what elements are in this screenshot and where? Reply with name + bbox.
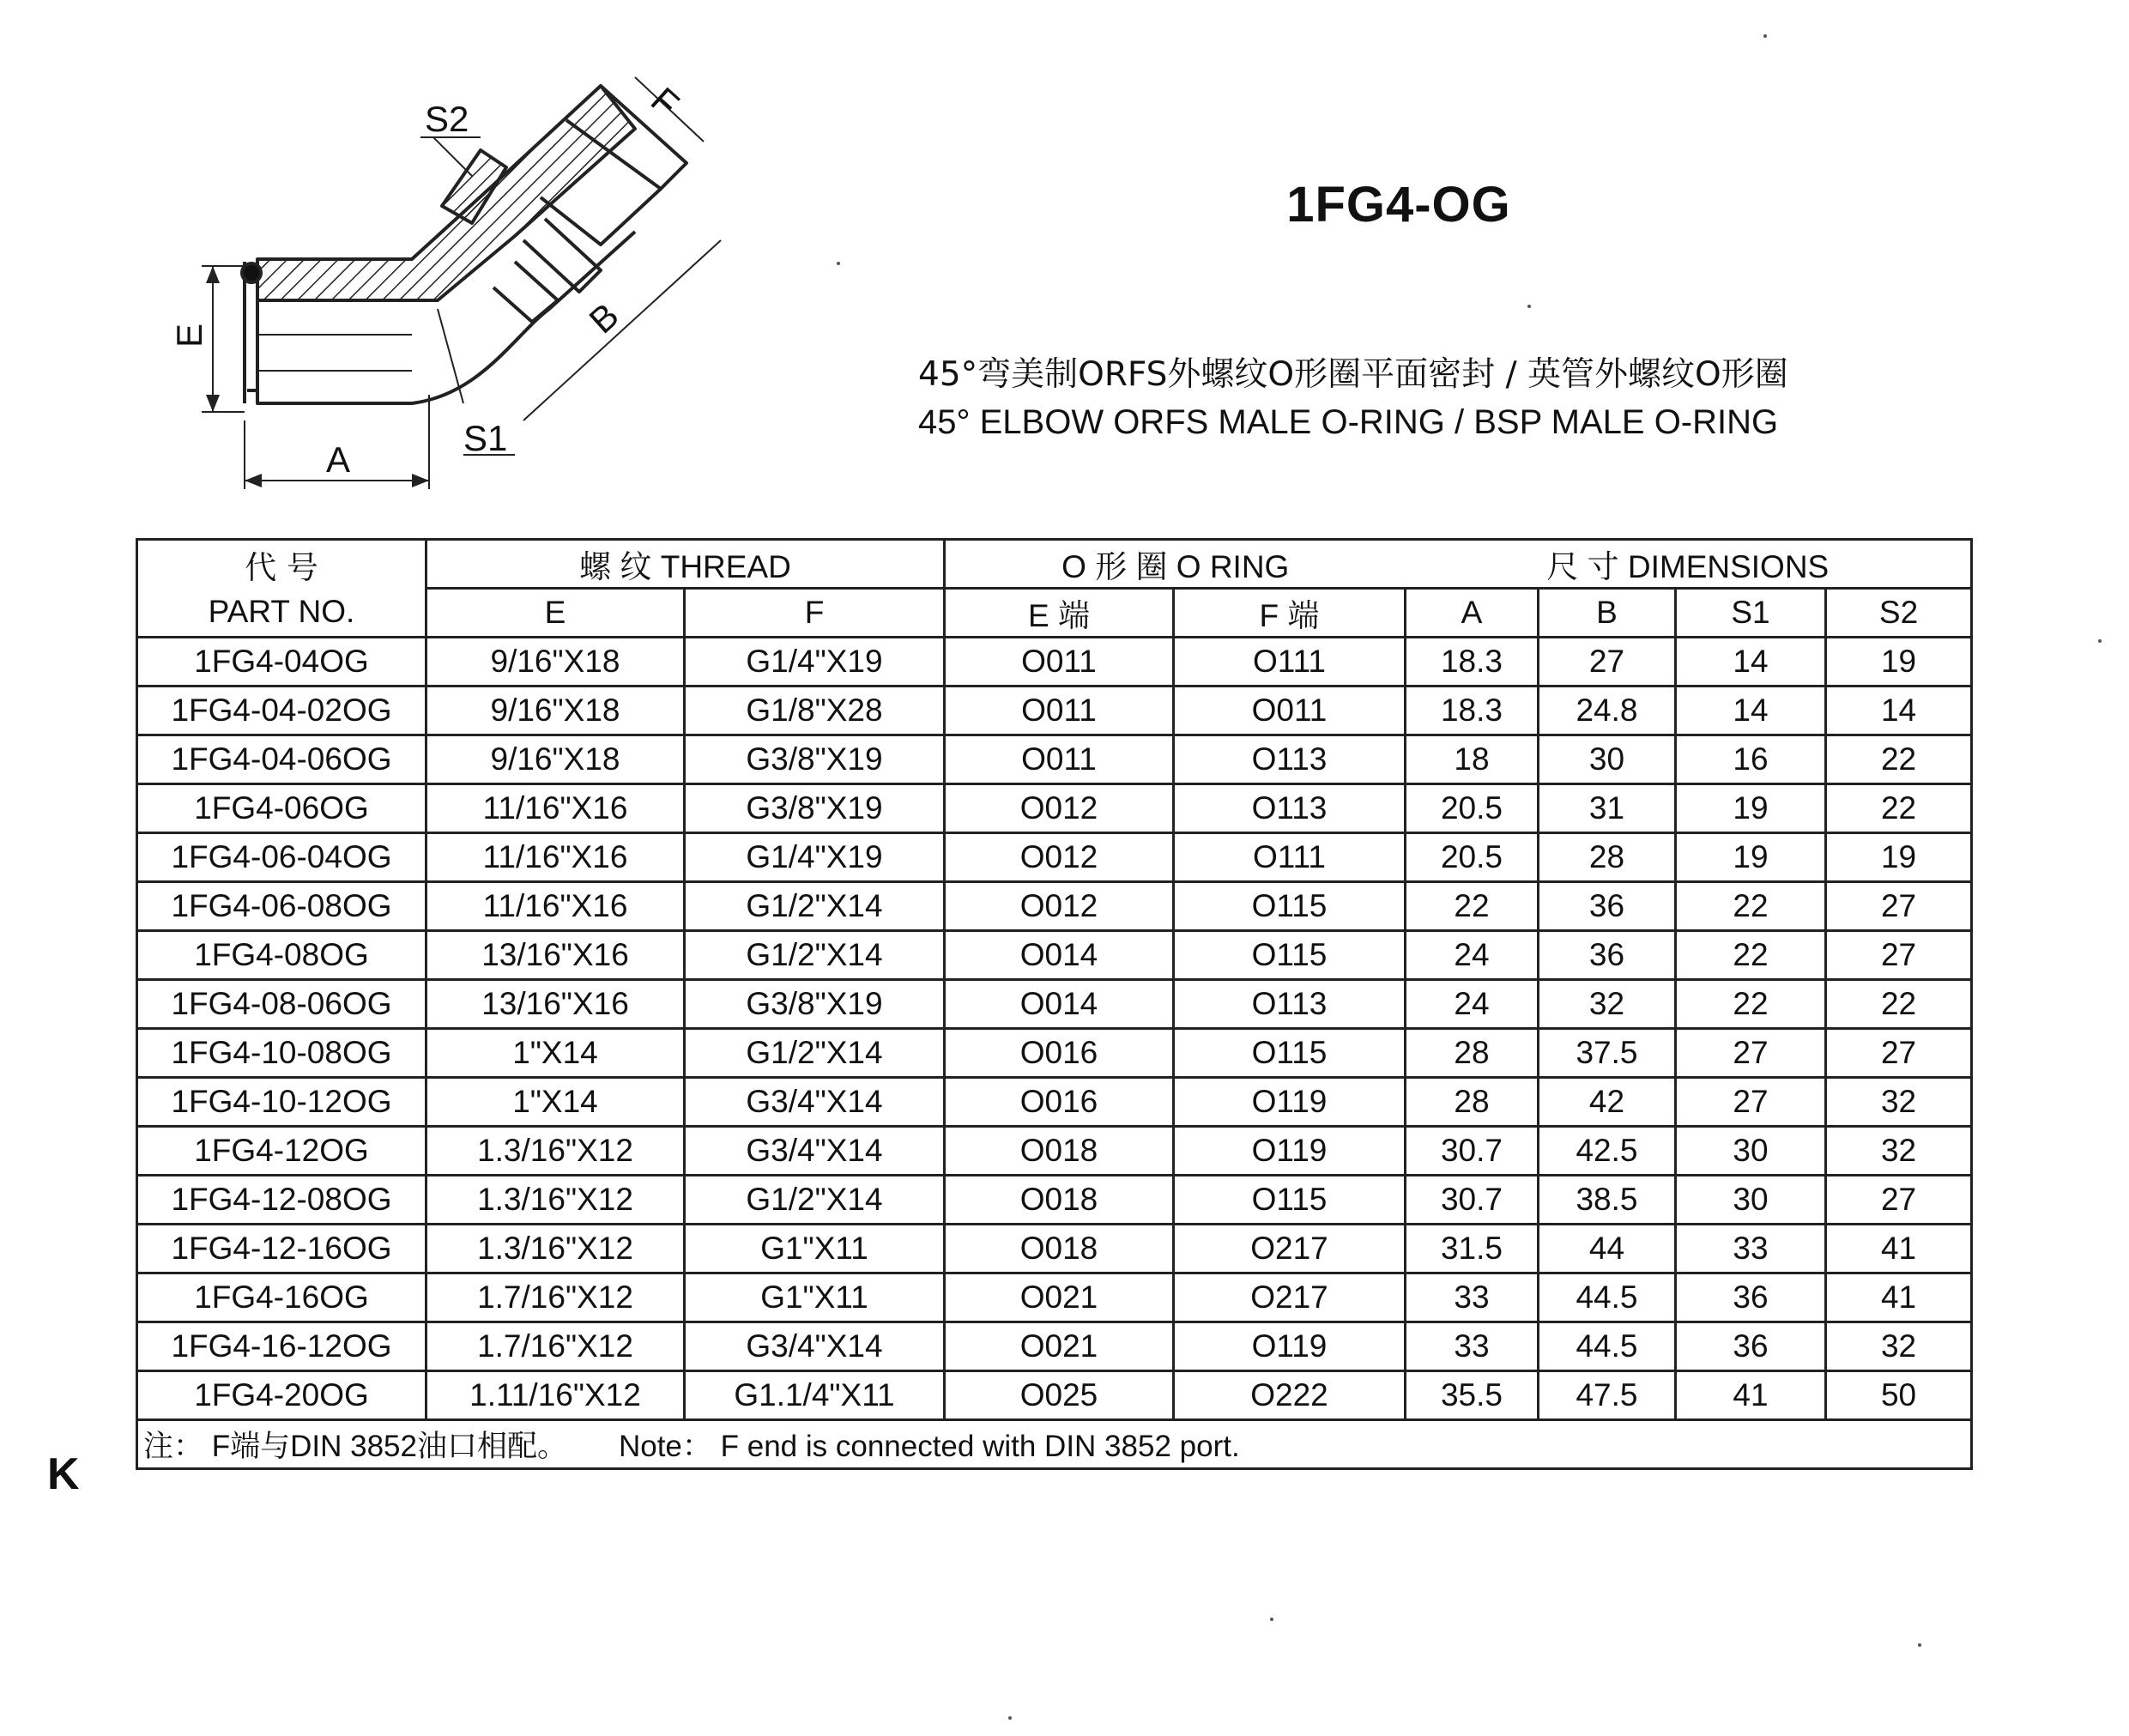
cell-thread-f: G1/2"X14 (685, 882, 945, 931)
cell-part-no: 1FG4-12-16OG (137, 1225, 426, 1273)
table-row (137, 1029, 1972, 1078)
cell-thread-f: G1.1/4"X11 (685, 1371, 945, 1420)
cell-oring-e: O011 (945, 735, 1174, 784)
cell-dim-b: 28 (1539, 833, 1676, 882)
cell-dim-s1: 30 (1676, 1176, 1826, 1225)
cell-dim-b: 42.5 (1539, 1127, 1676, 1176)
subtitle-chinese: 45°弯美制ORFS外螺纹O形圈平面密封 / 英管外螺纹O形圈 (918, 355, 1788, 394)
cell-dim-s2: 41 (1826, 1225, 1972, 1273)
col-oring-f: F 端 (1174, 589, 1406, 638)
table-row (137, 980, 1972, 1029)
cell-dim-s1: 36 (1676, 1322, 1826, 1371)
cell-dim-b: 32 (1539, 980, 1676, 1029)
cell-oring-f: O119 (1174, 1078, 1406, 1127)
cell-dim-s2: 22 (1826, 980, 1972, 1029)
cell-dim-a: 24 (1406, 931, 1539, 980)
cell-oring-f: O119 (1174, 1322, 1406, 1371)
cell-dim-a: 24 (1406, 980, 1539, 1029)
label-a: A (326, 439, 351, 480)
col-thread-f: F (685, 589, 945, 638)
cell-dim-s2: 27 (1826, 1176, 1972, 1225)
fitting-drawing (154, 51, 772, 498)
cell-oring-f: O113 (1174, 980, 1406, 1029)
cell-thread-f: G3/8"X19 (685, 784, 945, 833)
cell-oring-e: O018 (945, 1225, 1174, 1273)
note-cell (137, 1420, 1972, 1469)
cell-dim-s1: 22 (1676, 882, 1826, 931)
cell-thread-e: 1"X14 (426, 1078, 685, 1127)
cell-dim-a: 18.3 (1406, 638, 1539, 687)
cell-thread-e: 1.3/16"X12 (426, 1176, 685, 1225)
cell-part-no: 1FG4-08OG (137, 931, 426, 980)
cell-dim-a: 33 (1406, 1273, 1539, 1322)
cell-oring-f: O119 (1174, 1127, 1406, 1176)
cell-part-no: 1FG4-12OG (137, 1127, 426, 1176)
cell-dim-s2: 41 (1826, 1273, 1972, 1322)
cell-thread-e: 1.11/16"X12 (426, 1371, 685, 1420)
label-s2: S2 (425, 99, 469, 139)
cell-oring-f: O222 (1174, 1371, 1406, 1420)
cell-part-no: 1FG4-16-12OG (137, 1322, 426, 1371)
cell-oring-f: O115 (1174, 1176, 1406, 1225)
cell-dim-b: 38.5 (1539, 1176, 1676, 1225)
cell-dim-s1: 19 (1676, 833, 1826, 882)
cell-part-no: 1FG4-06-04OG (137, 833, 426, 882)
cell-thread-f: G3/4"X14 (685, 1127, 945, 1176)
cell-oring-e: O018 (945, 1127, 1174, 1176)
scan-speck (1763, 34, 1767, 38)
col-dim-s2: S2 (1826, 589, 1972, 638)
cell-dim-b: 36 (1539, 931, 1676, 980)
cell-part-no: 1FG4-06OG (137, 784, 426, 833)
cell-thread-f: G1"X11 (685, 1225, 945, 1273)
cell-dim-s1: 27 (1676, 1078, 1826, 1127)
cell-oring-f: O217 (1174, 1225, 1406, 1273)
cell-thread-f: G1/2"X14 (685, 1029, 945, 1078)
table-row (137, 1371, 1972, 1420)
cell-dim-b: 30 (1539, 735, 1676, 784)
cell-dim-b: 31 (1539, 784, 1676, 833)
cell-dim-b: 36 (1539, 882, 1676, 931)
table-row (137, 735, 1972, 784)
cell-thread-f: G3/8"X19 (685, 980, 945, 1029)
spec-table (136, 538, 1973, 1470)
cell-dim-s2: 27 (1826, 931, 1972, 980)
cell-part-no: 1FG4-04OG (137, 638, 426, 687)
cell-dim-s1: 27 (1676, 1029, 1826, 1078)
cell-part-no: 1FG4-12-08OG (137, 1176, 426, 1225)
cell-dim-a: 30.7 (1406, 1176, 1539, 1225)
cell-oring-e: O014 (945, 931, 1174, 980)
table-row (137, 1225, 1972, 1273)
cell-dim-a: 18 (1406, 735, 1539, 784)
cell-thread-f: G1/2"X14 (685, 1176, 945, 1225)
cell-thread-e: 9/16"X18 (426, 687, 685, 735)
cell-oring-f: O217 (1174, 1273, 1406, 1322)
label-s1: S1 (463, 418, 508, 458)
cell-part-no: 1FG4-10-12OG (137, 1078, 426, 1127)
col-dim-a: A (1406, 589, 1539, 638)
cell-thread-e: 11/16"X16 (426, 833, 685, 882)
cell-thread-e: 1.3/16"X12 (426, 1127, 685, 1176)
cell-oring-e: O014 (945, 980, 1174, 1029)
header-part-cn: 代 号 (137, 540, 426, 589)
cell-dim-s1: 41 (1676, 1371, 1826, 1420)
cell-dim-b: 37.5 (1539, 1029, 1676, 1078)
cell-oring-e: O021 (945, 1322, 1174, 1371)
table-row (137, 687, 1972, 735)
subtitle-english: 45° ELBOW ORFS MALE O-RING / BSP MALE O-RING (918, 403, 1779, 441)
scan-speck (1527, 305, 1531, 308)
cell-thread-e: 9/16"X18 (426, 735, 685, 784)
cell-thread-f: G1/4"X19 (685, 833, 945, 882)
cell-dim-s1: 33 (1676, 1225, 1826, 1273)
cell-dim-b: 47.5 (1539, 1371, 1676, 1420)
cell-thread-f: G3/8"X19 (685, 735, 945, 784)
cell-thread-e: 11/16"X16 (426, 784, 685, 833)
cell-part-no: 1FG4-20OG (137, 1371, 426, 1420)
cell-dim-s1: 14 (1676, 687, 1826, 735)
table-row (137, 931, 1972, 980)
table-row (137, 1127, 1972, 1176)
header-thread: 螺 纹 THREAD (426, 540, 945, 589)
label-b: B (581, 294, 626, 342)
cell-dim-s1: 19 (1676, 784, 1826, 833)
cell-thread-e: 13/16"X16 (426, 980, 685, 1029)
table-row (137, 833, 1972, 882)
note-chinese: 注： F端与DIN 3852油口相配。 (143, 1430, 567, 1463)
cell-dim-a: 22 (1406, 882, 1539, 931)
cell-thread-f: G1"X11 (685, 1273, 945, 1322)
group-header-row (137, 540, 1972, 589)
label-e: E (169, 323, 209, 348)
cell-part-no: 1FG4-10-08OG (137, 1029, 426, 1078)
table-body (137, 638, 1972, 1420)
cell-thread-f: G3/4"X14 (685, 1322, 945, 1371)
cell-dim-s2: 19 (1826, 638, 1972, 687)
column-header-row (137, 589, 1972, 638)
table-row (137, 1273, 1972, 1322)
scan-speck (2098, 639, 2102, 643)
scan-speck (1008, 1716, 1012, 1720)
cell-oring-f: O011 (1174, 687, 1406, 735)
cell-dim-b: 24.8 (1539, 687, 1676, 735)
cell-dim-a: 33 (1406, 1322, 1539, 1371)
cell-oring-f: O115 (1174, 882, 1406, 931)
col-dim-b: B (1539, 589, 1676, 638)
cell-dim-s2: 19 (1826, 833, 1972, 882)
note-row (137, 1420, 1972, 1469)
cell-thread-f: G1/4"X19 (685, 638, 945, 687)
cell-dim-a: 31.5 (1406, 1225, 1539, 1273)
cell-oring-f: O113 (1174, 784, 1406, 833)
cell-dim-b: 27 (1539, 638, 1676, 687)
cell-oring-e: O011 (945, 638, 1174, 687)
o-ring-mark (242, 263, 261, 282)
cell-thread-e: 1"X14 (426, 1029, 685, 1078)
cell-thread-f: G1/8"X28 (685, 687, 945, 735)
cell-dim-b: 44 (1539, 1225, 1676, 1273)
cell-dim-s1: 22 (1676, 980, 1826, 1029)
cell-oring-e: O012 (945, 784, 1174, 833)
cell-oring-e: O012 (945, 833, 1174, 882)
table-row (137, 882, 1972, 931)
cell-dim-a: 28 (1406, 1078, 1539, 1127)
cell-part-no: 1FG4-16OG (137, 1273, 426, 1322)
cell-part-no: 1FG4-04-06OG (137, 735, 426, 784)
cell-dim-s1: 36 (1676, 1273, 1826, 1322)
cell-dim-s1: 16 (1676, 735, 1826, 784)
table-row (137, 1078, 1972, 1127)
table-row (137, 1322, 1972, 1371)
cell-dim-s1: 22 (1676, 931, 1826, 980)
cell-dim-s2: 27 (1826, 1029, 1972, 1078)
cell-oring-e: O025 (945, 1371, 1174, 1420)
cell-part-no: 1FG4-04-02OG (137, 687, 426, 735)
col-dim-s1: S1 (1676, 589, 1826, 638)
table-row (137, 784, 1972, 833)
table-row (137, 1176, 1972, 1225)
label-f: F (643, 79, 687, 124)
cell-part-no: 1FG4-06-08OG (137, 882, 426, 931)
cell-part-no: 1FG4-08-06OG (137, 980, 426, 1029)
cell-thread-e: 1.3/16"X12 (426, 1225, 685, 1273)
cell-oring-e: O011 (945, 687, 1174, 735)
cell-dim-s2: 50 (1826, 1371, 1972, 1420)
cell-thread-e: 11/16"X16 (426, 882, 685, 931)
page-letter: K (47, 1449, 80, 1499)
cell-thread-e: 1.7/16"X12 (426, 1322, 685, 1371)
cell-dim-b: 44.5 (1539, 1273, 1676, 1322)
cell-dim-a: 18.3 (1406, 687, 1539, 735)
cell-dim-b: 42 (1539, 1078, 1676, 1127)
cell-dim-s1: 30 (1676, 1127, 1826, 1176)
cell-dim-a: 20.5 (1406, 833, 1539, 882)
cell-thread-f: G3/4"X14 (685, 1078, 945, 1127)
cell-oring-f: O111 (1174, 638, 1406, 687)
col-oring-e: E 端 (945, 589, 1174, 638)
cell-thread-e: 1.7/16"X12 (426, 1273, 685, 1322)
col-thread-e: E (426, 589, 685, 638)
cell-oring-f: O115 (1174, 931, 1406, 980)
cell-oring-e: O016 (945, 1029, 1174, 1078)
cell-oring-e: O021 (945, 1273, 1174, 1322)
cell-dim-b: 44.5 (1539, 1322, 1676, 1371)
cell-oring-f: O115 (1174, 1029, 1406, 1078)
scan-speck (1270, 1618, 1273, 1621)
cell-oring-e: O016 (945, 1078, 1174, 1127)
product-title: 1FG4-OG (1286, 177, 1511, 233)
cell-dim-s2: 14 (1826, 687, 1972, 735)
cell-dim-s2: 22 (1826, 784, 1972, 833)
note-english: Note： F end is connected with DIN 3852 port. (618, 1430, 1240, 1463)
header-dimensions: 尺 寸 DIMENSIONS (1406, 540, 1972, 589)
cell-dim-s2: 32 (1826, 1322, 1972, 1371)
cell-dim-s2: 32 (1826, 1078, 1972, 1127)
scan-speck (1918, 1643, 1921, 1647)
cell-oring-e: O012 (945, 882, 1174, 931)
cell-dim-s1: 14 (1676, 638, 1826, 687)
cell-dim-a: 30.7 (1406, 1127, 1539, 1176)
cell-dim-s2: 27 (1826, 882, 1972, 931)
cell-thread-f: G1/2"X14 (685, 931, 945, 980)
cell-oring-f: O111 (1174, 833, 1406, 882)
cell-dim-a: 20.5 (1406, 784, 1539, 833)
cell-oring-e: O018 (945, 1176, 1174, 1225)
col-part-no: PART NO. (137, 589, 426, 638)
cell-thread-e: 13/16"X16 (426, 931, 685, 980)
cell-dim-a: 35.5 (1406, 1371, 1539, 1420)
scan-speck (837, 262, 840, 265)
cell-dim-s2: 32 (1826, 1127, 1972, 1176)
cell-dim-s2: 22 (1826, 735, 1972, 784)
cell-dim-a: 28 (1406, 1029, 1539, 1078)
header-oring: O 形 圈 O RING (945, 540, 1406, 589)
cell-oring-f: O113 (1174, 735, 1406, 784)
cell-thread-e: 9/16"X18 (426, 638, 685, 687)
table-row (137, 638, 1972, 687)
